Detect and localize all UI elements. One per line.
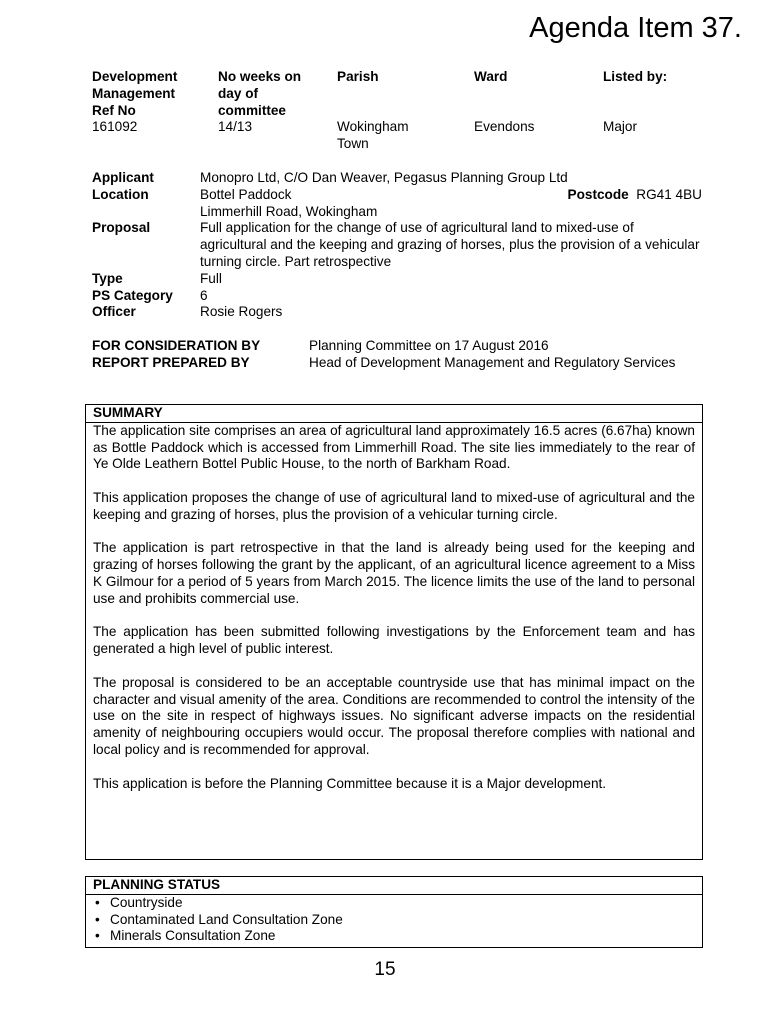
summary-paragraph: This application proposes the change of use of agricultural land to mixed-use of agricultural and the keeping and grazing of horses, plus the provision of a vehicular turning circle. bbox=[93, 489, 695, 522]
summary-box bbox=[85, 404, 703, 860]
officer-value: Rosie Rogers bbox=[200, 304, 283, 320]
planning-status-box bbox=[85, 876, 703, 948]
postcode-label: Postcode bbox=[567, 186, 629, 202]
summary-paragraph: The proposal is considered to be an acceptable countryside use that has minimal impact on the character and visual amenity of the area. Conditions are recommended to control the intensity of the use on the site in respect of highways issues. No significant adverse impacts on the residential amenity of neighbouring occupiers would occur. The proposal therefore complies with national and local policy and is recommended for approval. bbox=[93, 674, 695, 757]
ward-label: Ward bbox=[474, 69, 508, 84]
list-item: • Contaminated Land Consultation Zone bbox=[93, 912, 695, 929]
planning-status-list bbox=[93, 895, 695, 945]
list-item: • Countryside bbox=[93, 895, 695, 912]
postcode-value: RG41 4BU bbox=[636, 186, 702, 202]
header-col-listed bbox=[603, 69, 667, 136]
header-col-weeks bbox=[218, 69, 301, 136]
list-item: • Minerals Consultation Zone bbox=[93, 928, 695, 945]
applicant-value: Monopro Ltd, C/O Dan Weaver, Pegasus Planning Group Ltd bbox=[200, 170, 568, 185]
prepared-label: REPORT PREPARED BY bbox=[92, 354, 250, 370]
ps-category-label: PS Category bbox=[92, 287, 173, 303]
officer-label: Officer bbox=[92, 304, 136, 320]
prepared-row bbox=[92, 355, 702, 372]
listed-label: Listed by: bbox=[603, 69, 668, 84]
postcode bbox=[568, 187, 702, 204]
parish-value-1: Wokingham bbox=[337, 119, 409, 135]
page-number: 15 bbox=[374, 959, 396, 980]
weeks-label-1: No weeks on bbox=[218, 69, 302, 84]
summary-paragraph: This application is before the Planning Committee because it is a Major development. bbox=[93, 775, 607, 791]
proposal-value: Full application for the change of use of agricultural land to mixed-use of agricultural and the keeping and grazing of horses, plus the provision of a vehicular turning circle. Part retrospective bbox=[200, 220, 700, 269]
application-details bbox=[92, 170, 702, 321]
consideration-section bbox=[92, 338, 702, 372]
location-line2: Limmerhill Road, Wokingham bbox=[200, 203, 378, 219]
ref-label-1: Development bbox=[92, 69, 178, 84]
weeks-label-2: day of bbox=[218, 85, 259, 101]
weeks-value: 14/13 bbox=[218, 119, 253, 135]
planning-status-title: PLANNING STATUS bbox=[86, 877, 702, 895]
location-value bbox=[200, 187, 702, 221]
prepared-value: Head of Development Management and Regulatory Services bbox=[309, 354, 676, 370]
ps-category-row bbox=[92, 288, 702, 305]
type-row bbox=[92, 271, 702, 288]
officer-row bbox=[92, 304, 702, 321]
ref-label-3: Ref No bbox=[92, 102, 136, 118]
summary-title: SUMMARY bbox=[86, 405, 702, 423]
parish-label: Parish bbox=[337, 69, 379, 84]
parish-value-2: Town bbox=[337, 136, 369, 152]
location-line1: Bottel Paddock bbox=[200, 186, 292, 202]
summary-paragraph: The application is part retrospective in that the land is already being used for the keeping and grazing of horses following the grant by the applicant, of an agricultural licence agreement to a Miss K Gilmour for a period of 5 years from March 2015. The licence limits the use of the land to personal use and prohibits commercial use. bbox=[93, 540, 695, 606]
applicant-row bbox=[92, 170, 702, 187]
location-label: Location bbox=[92, 186, 149, 202]
type-value: Full bbox=[200, 270, 222, 286]
listed-value: Major bbox=[603, 119, 637, 135]
header-col-parish bbox=[337, 69, 409, 153]
ps-category-value: 6 bbox=[200, 287, 208, 303]
summary-paragraph: The application site comprises an area of agricultural land approximately 16.5 acres (6.67ha) known as Bottle Paddock which is accessed from Limmerhill Road. The site lies immediately to the rear of Ye Olde Leathern Bottel Public House, to the north of Barkham Road. bbox=[93, 422, 695, 472]
consideration-value: Planning Committee on 17 August 2016 bbox=[309, 338, 549, 353]
applicant-label: Applicant bbox=[92, 170, 154, 185]
ref-label-2: Management bbox=[92, 85, 176, 101]
location-row bbox=[92, 187, 702, 221]
header-col-ward bbox=[474, 69, 534, 136]
summary-paragraph: The application has been submitted following investigations by the Enforcement team and has generated a high level of public interest. bbox=[93, 624, 695, 657]
consideration-row bbox=[92, 338, 702, 355]
consideration-label: FOR CONSIDERATION BY bbox=[92, 338, 261, 353]
header-col-ref bbox=[92, 69, 177, 136]
ref-value: 161092 bbox=[92, 119, 138, 135]
proposal-row bbox=[92, 220, 702, 270]
ward-value: Evendons bbox=[474, 119, 535, 135]
agenda-item-title: Agenda Item 37. bbox=[529, 12, 742, 44]
weeks-label-3: committee bbox=[218, 102, 286, 118]
type-label: Type bbox=[92, 270, 123, 286]
proposal-label: Proposal bbox=[92, 220, 151, 236]
